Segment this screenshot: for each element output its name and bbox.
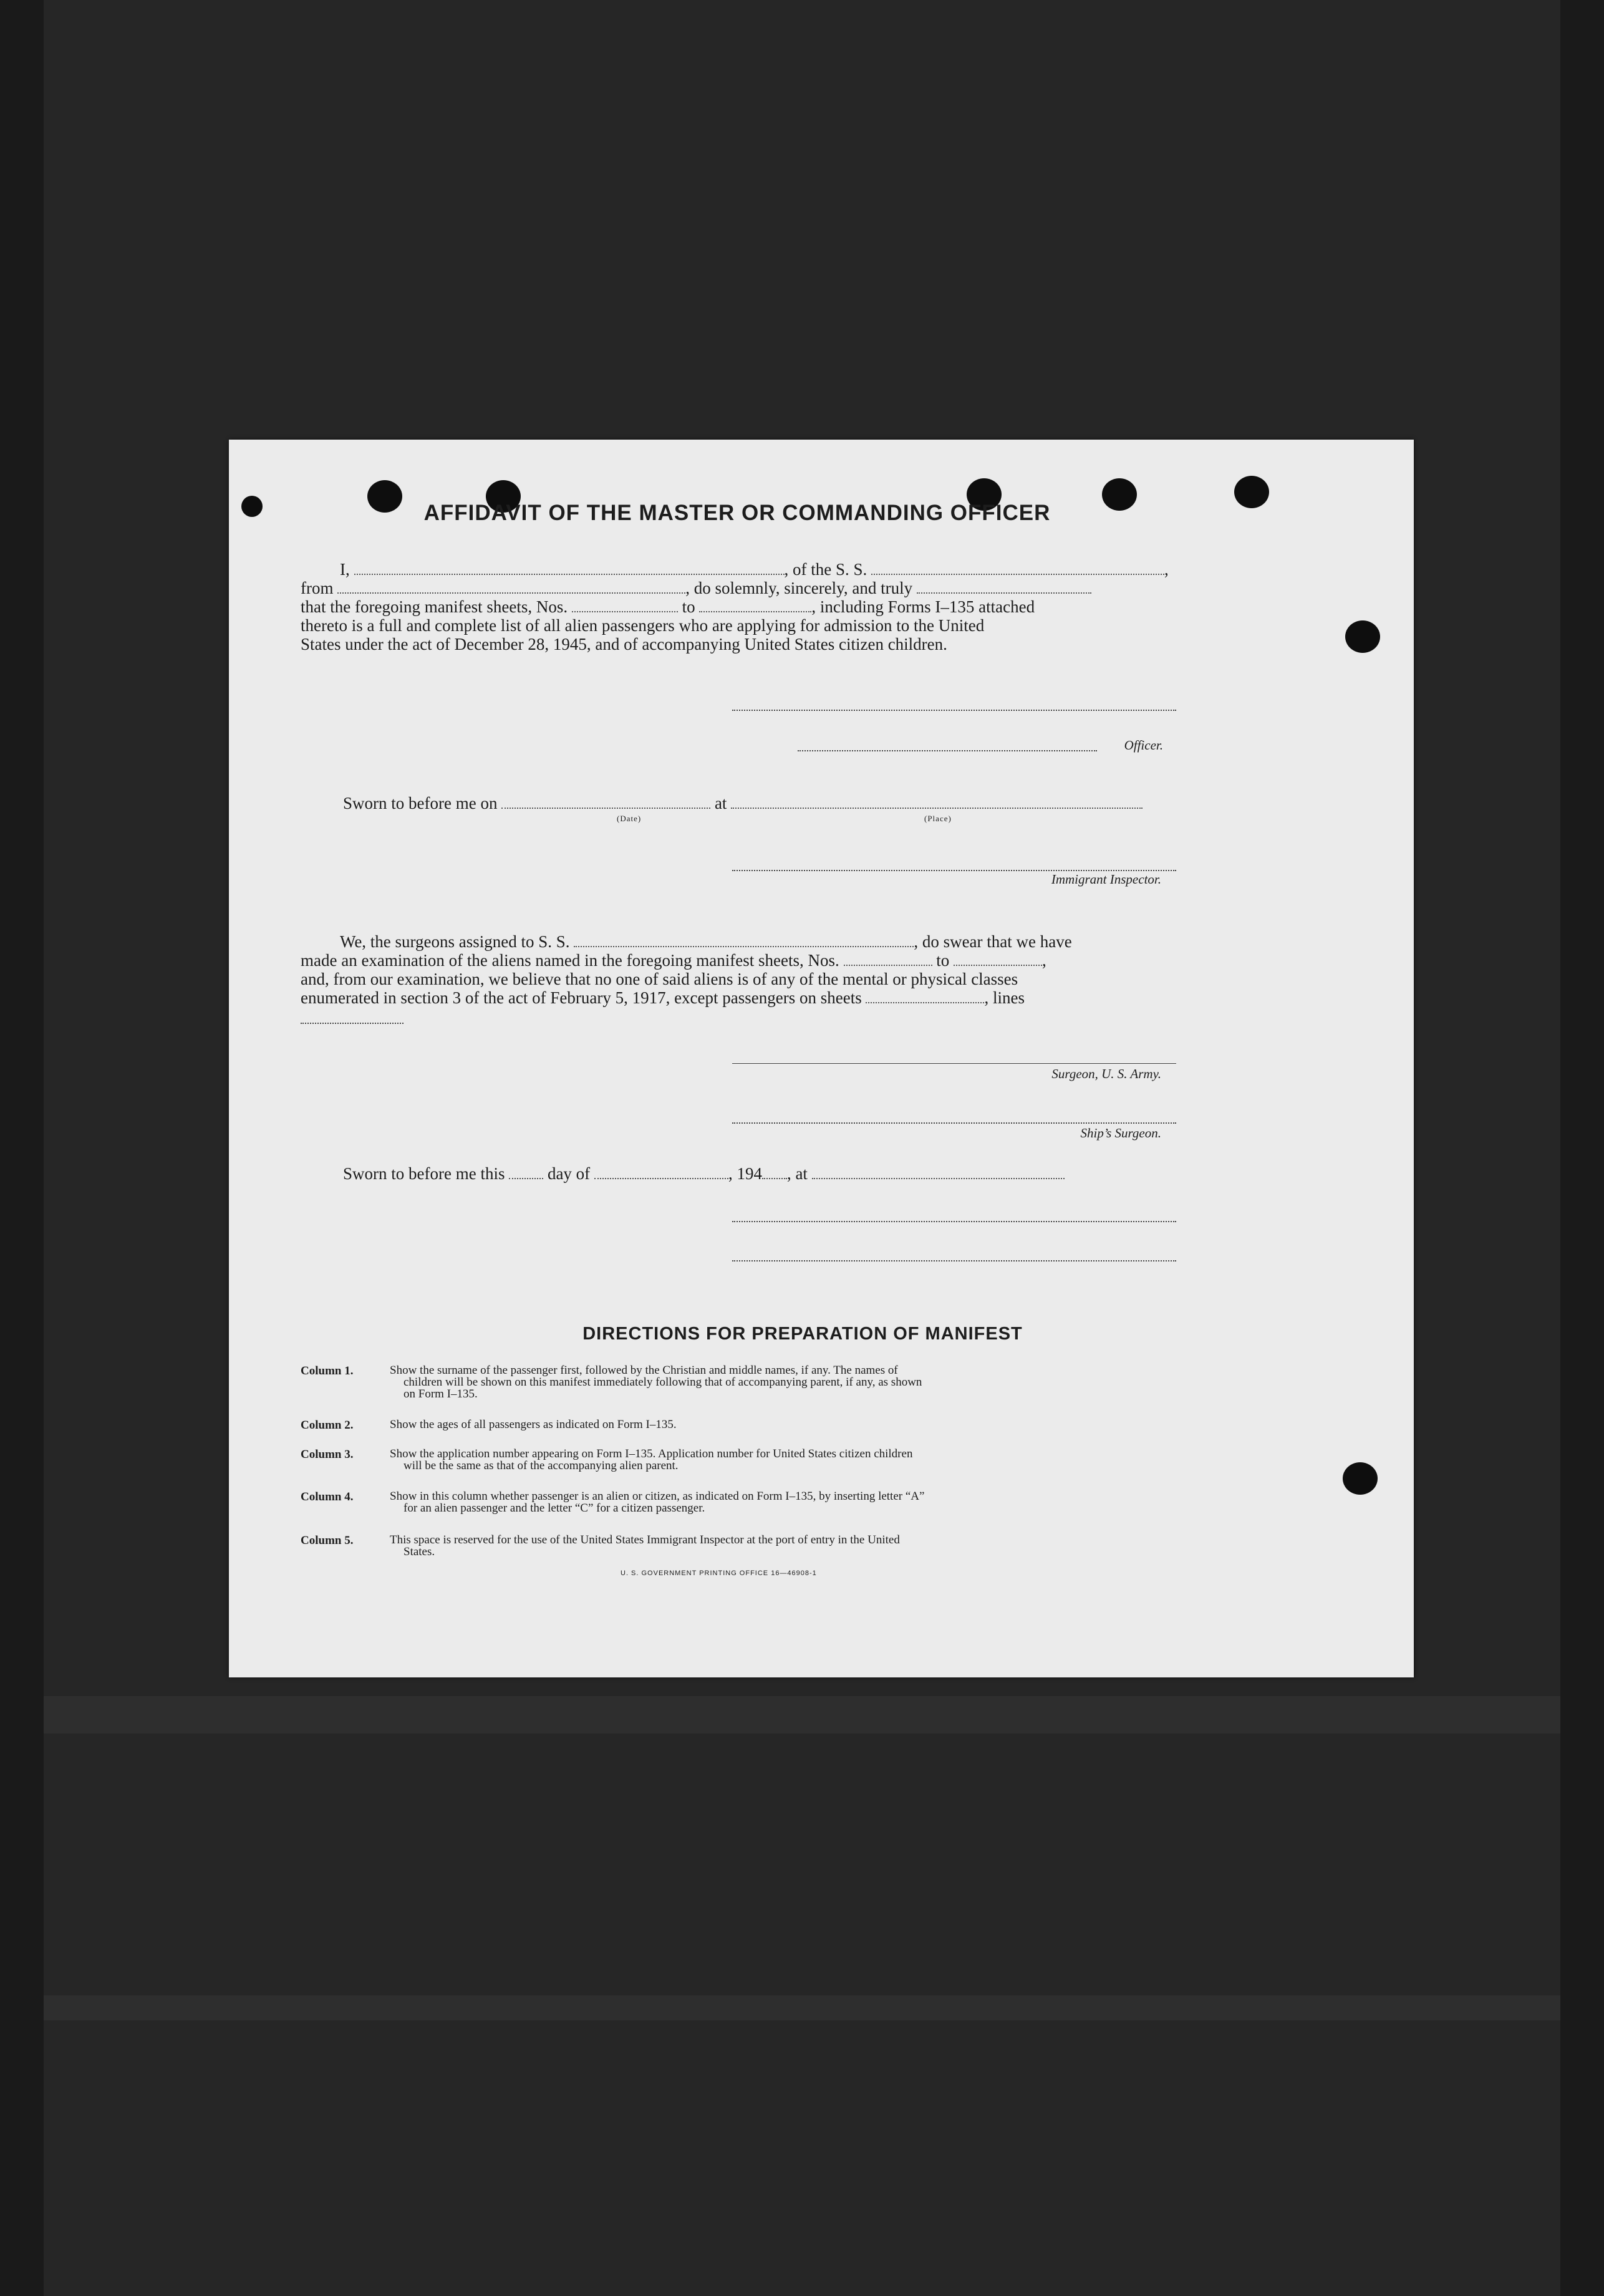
affidavit-document (229, 440, 1414, 1677)
printing-office-footer: U. S. GOVERNMENT PRINTING OFFICE 16—46908-1 (621, 1570, 817, 1577)
signature-line (732, 710, 1176, 711)
text: Sworn to before me on (343, 794, 498, 813)
text: , (1164, 560, 1169, 579)
direction-text (390, 1419, 677, 1430)
month-blank (594, 1167, 728, 1179)
text: , (1042, 951, 1046, 970)
blank (917, 581, 1091, 594)
lines-blank (301, 1023, 403, 1024)
direction-label: Column 1. (301, 1364, 354, 1377)
direction-text (390, 1534, 900, 1558)
text: Show the ages of all passengers as indicated on Form I–135. (390, 1418, 677, 1431)
text: on Form I–135. (403, 1387, 478, 1401)
ship-blank (871, 562, 1164, 575)
text: that the foregoing manifest sheets, Nos. (301, 597, 568, 616)
text: from (301, 579, 334, 597)
affidavit-line-1 (340, 560, 1169, 579)
text: , 194 (728, 1164, 762, 1183)
date-blank (501, 796, 710, 809)
signature-line (732, 1260, 1176, 1261)
name-blank (354, 562, 785, 575)
text: at (714, 794, 727, 813)
text: will be the same as that of the accompanying alien parent. (403, 1459, 679, 1472)
signature-line (732, 1063, 1176, 1064)
place-caption: (Place) (924, 814, 952, 823)
surgeons-line-2 (301, 951, 1046, 970)
text: , including Forms I–135 attached (811, 597, 1035, 616)
signature-line (732, 1221, 1176, 1222)
direction-label: Column 5. (301, 1534, 354, 1547)
direction-label: Column 4. (301, 1490, 354, 1503)
text: for an alien passenger and the letter “C” for a citizen passenger. (403, 1502, 705, 1515)
affidavit-line-3 (301, 597, 1035, 616)
signature-line (798, 750, 1097, 751)
punch-hole (1343, 1462, 1378, 1495)
place-blank (731, 796, 1143, 809)
surgeons-line-4 (301, 988, 1025, 1007)
text: Show in this column whether passenger is an alien or citizen, as indicated on Form I–135, by inserting letter “A” (390, 1490, 925, 1503)
text: I, (340, 560, 350, 579)
direction-text (390, 1448, 912, 1472)
ship-blank (574, 935, 914, 947)
signature-line (732, 870, 1176, 871)
text: , do solemnly, sincerely, and truly (685, 579, 913, 597)
sheet-from-blank (572, 600, 678, 612)
film-band (0, 1995, 1604, 2020)
text: children will be shown on this manifest immediately following that of accompanying parent, if any, as shown (403, 1376, 922, 1389)
film-edge-right (1560, 0, 1604, 2296)
officer-caption: Officer. (1124, 738, 1163, 753)
sheet-to-blank (699, 600, 811, 612)
sworn-line-2 (343, 1164, 1065, 1183)
sheet-to-blank (954, 953, 1042, 966)
sworn-line-1 (343, 794, 1143, 813)
place-blank (812, 1167, 1065, 1179)
punch-hole (1345, 620, 1380, 653)
surgeons-line-1 (340, 932, 1072, 951)
text: This space is reserved for the use of the United States Immigrant Inspector at the port of entry in the United (390, 1533, 900, 1546)
text: Show the application number appearing on Form I–135. Application number for United States citizen children (390, 1447, 913, 1460)
text: to (936, 951, 950, 970)
text: to (682, 597, 695, 616)
text: , of the S. S. (784, 560, 867, 579)
direction-text (390, 1490, 924, 1514)
text: We, the surgeons assigned to S. S. (340, 932, 570, 951)
film-edge-left (0, 0, 44, 2296)
affidavit-line-2 (301, 579, 1091, 597)
army-surgeon-caption: Surgeon, U. S. Army. (1051, 1066, 1161, 1081)
date-caption: (Date) (617, 814, 642, 823)
direction-label: Column 3. (301, 1448, 354, 1461)
text: , do swear that we have (914, 932, 1072, 951)
sheet-from-blank (844, 953, 932, 966)
affidavit-line-4: thereto is a full and complete list of all alien passengers who are applying for admission to the United (301, 616, 985, 635)
text: enumerated in section 3 of the act of February 5, 1917, except passengers on sheets (301, 988, 862, 1007)
inspector-caption: Immigrant Inspector. (1051, 872, 1161, 887)
surgeons-line-3: and, from our examination, we believe that no one of said aliens is of any of the mental or physical classes (301, 970, 1018, 988)
affidavit-line-5: States under the act of December 28, 1945, and of accompanying United States citizen children. (301, 635, 947, 654)
signature-line (732, 1122, 1176, 1124)
text: Show the surname of the passenger first, followed by the Christian and middle names, if any. The names of (390, 1364, 898, 1377)
page-title: AFFIDAVIT OF THE MASTER OR COMMANDING OFFICER (423, 501, 1051, 525)
direction-label: Column 2. (301, 1419, 354, 1432)
text: , lines (984, 988, 1025, 1007)
year-blank (762, 1167, 787, 1179)
directions-title: DIRECTIONS FOR PREPARATION OF MANIFEST (582, 1324, 1023, 1344)
text: , at (786, 1164, 808, 1183)
text: day of (547, 1164, 591, 1183)
from-blank (337, 581, 685, 594)
ship-surgeon-caption: Ship’s Surgeon. (1080, 1126, 1161, 1141)
sheets-blank (866, 991, 984, 1003)
film-band (0, 1696, 1604, 1734)
text: States. (403, 1545, 435, 1558)
direction-text (390, 1364, 922, 1400)
day-blank (509, 1167, 543, 1179)
text: Sworn to before me this (343, 1164, 505, 1183)
text: made an examination of the aliens named in the foregoing manifest sheets, Nos. (301, 951, 839, 970)
